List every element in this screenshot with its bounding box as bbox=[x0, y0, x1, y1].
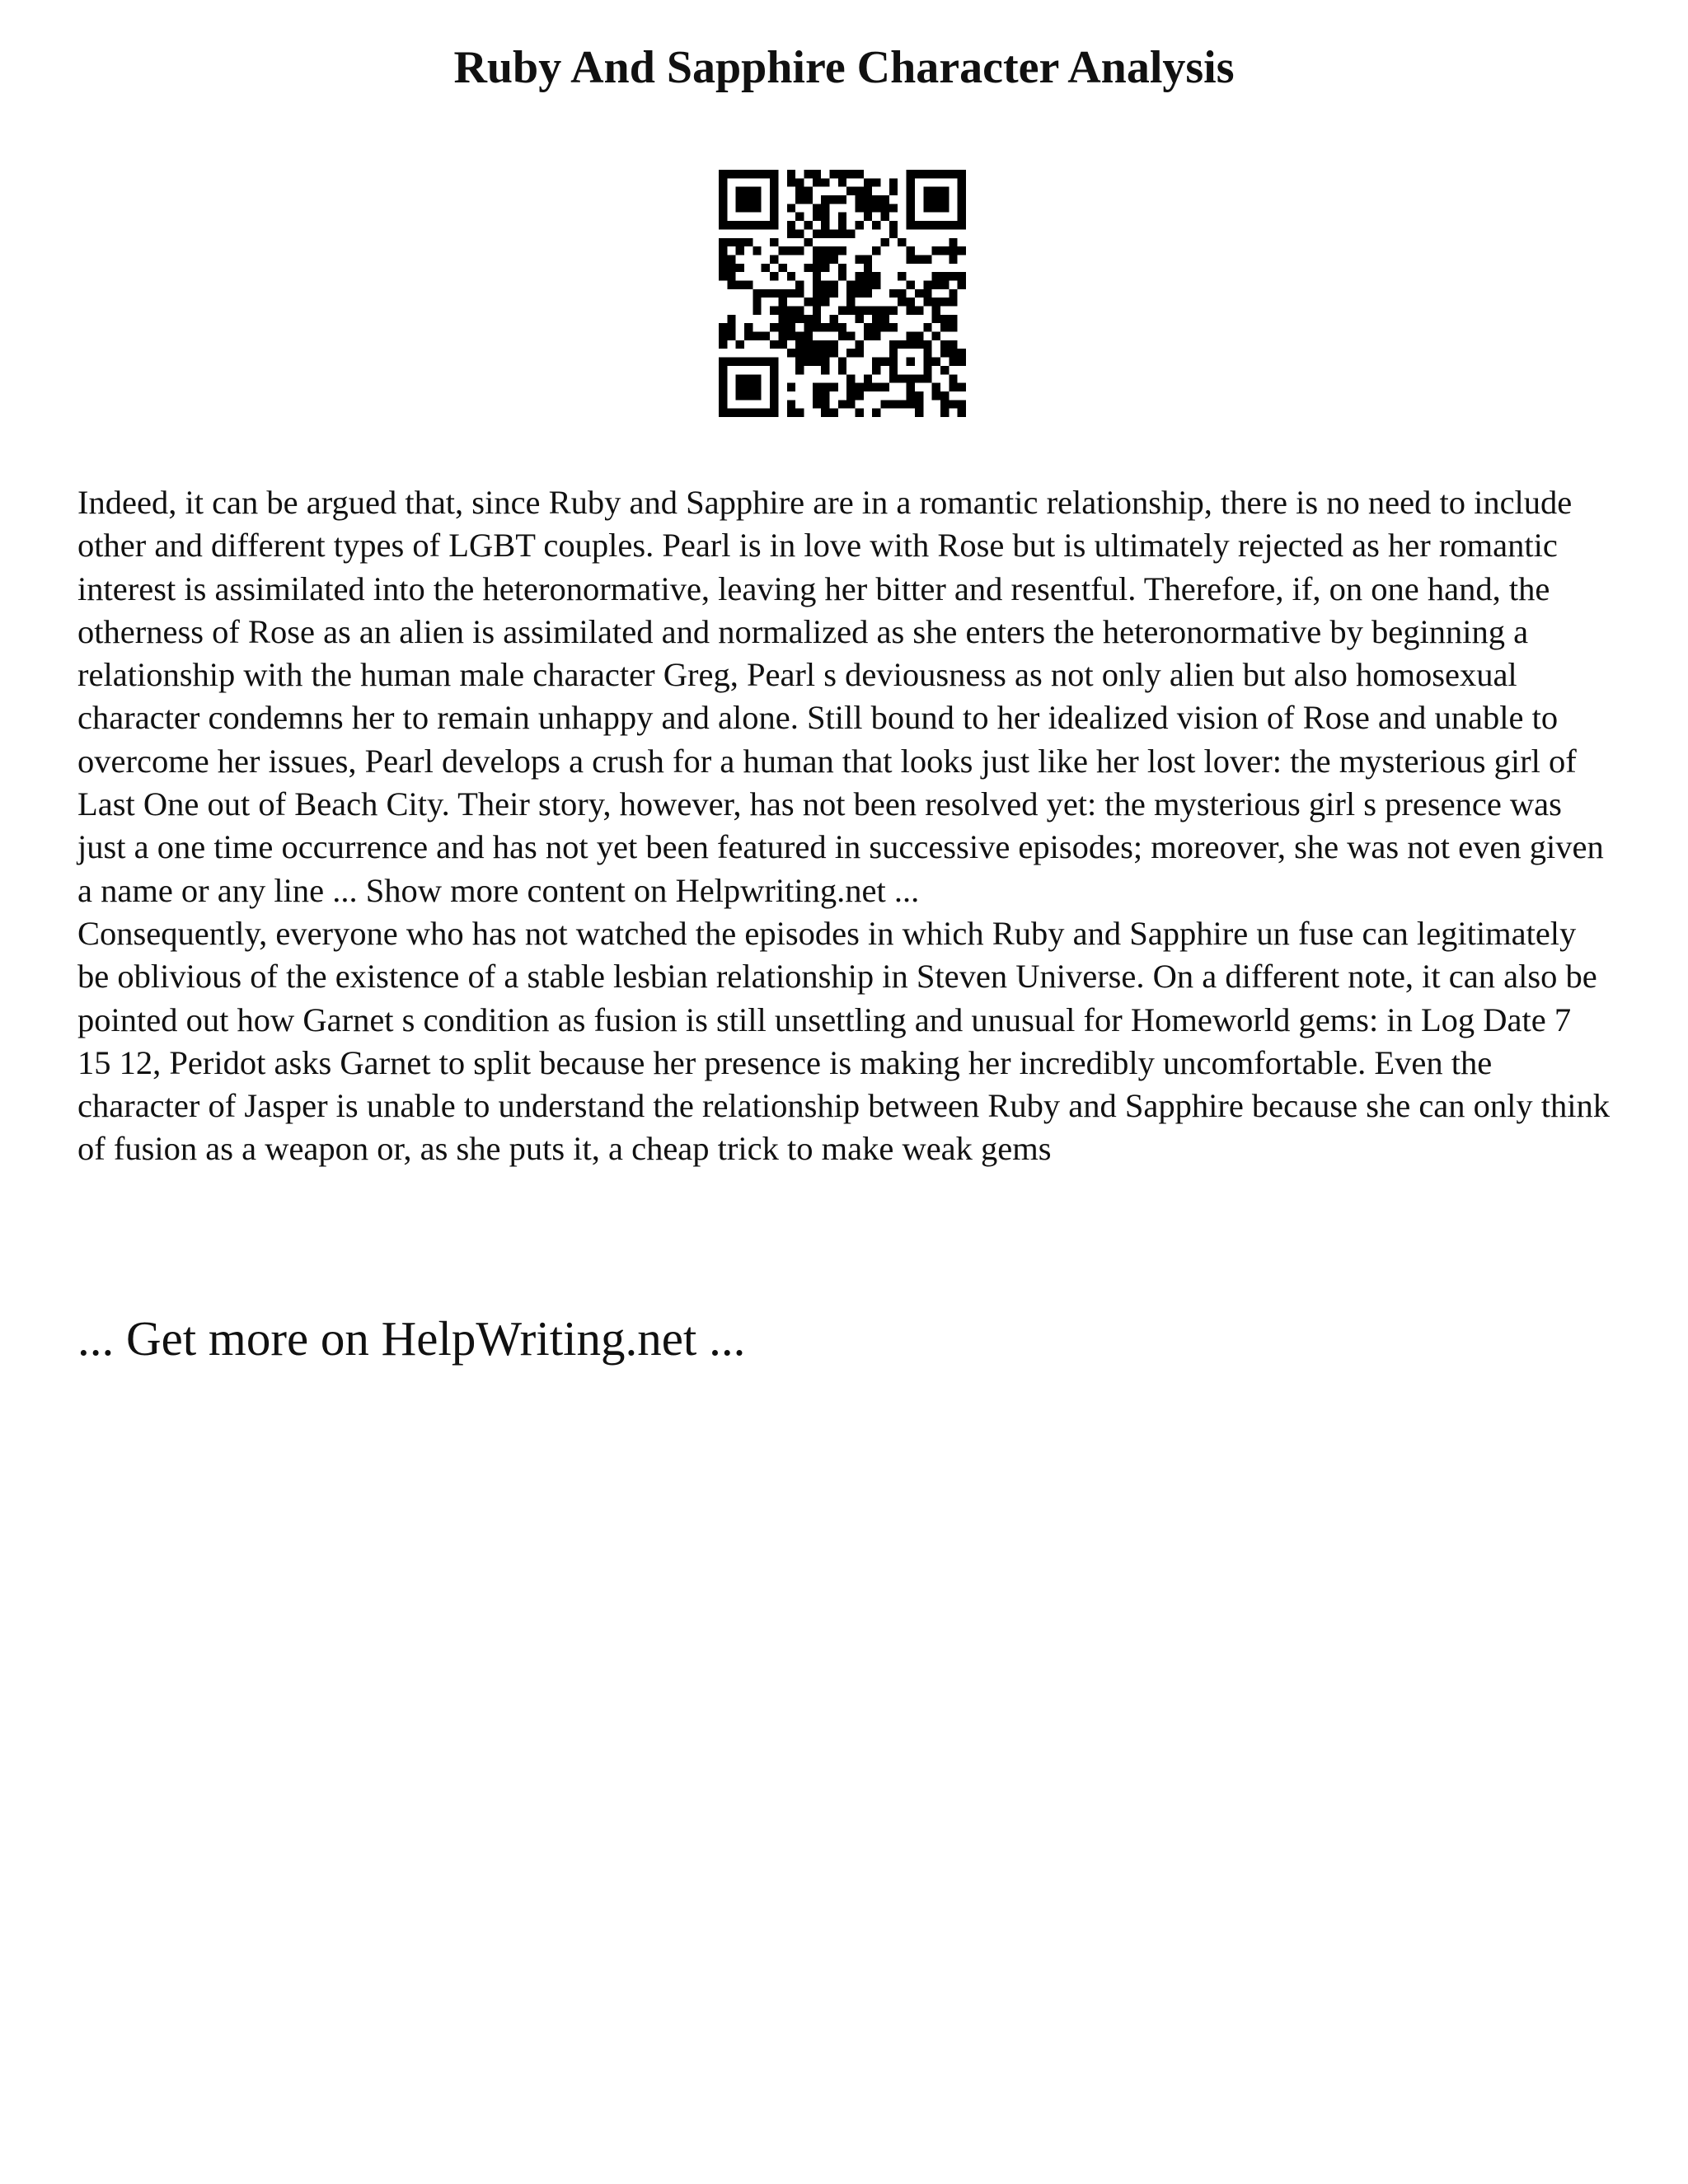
get-more-link[interactable]: ... Get more on HelpWriting.net ... bbox=[77, 1311, 746, 1366]
document-title: Ruby And Sapphire Character Analysis bbox=[453, 42, 1235, 93]
qr-code-icon[interactable] bbox=[719, 170, 966, 417]
paragraph-2: Consequently, everyone who has not watched the episodes in which Ruby and Sapphire un fuse can legitimately be oblivious of the existence of a stable lesbian relationship in Steven Universe. On a different note, it can also be pointed out how Garnet s condition as fusion is still unsettling and unusual for Homeworld gems: in Log Date 7 15 12, Peridot asks Garnet to split because her presence is making her incredibly uncomfortable. Even the character of Jasper is unable to understand the relationship between Ruby and Sapphire because she can only think of fusion as a weapon or, as she puts it, a cheap trick to make weak gems bbox=[77, 914, 1611, 1168]
paragraph-1: Indeed, it can be argued that, since Ruby and Sapphire are in a romantic relationship, there is no need to include other and different types of LGBT couples. Pearl is in love with Rose but is ultimately rejected as her romantic interest is assimilated into the heteronormative, leaving her bitter and resentful. Therefore, if, on one hand, the otherness of Rose as an alien is assimilated and normalized as she enters the heteronormative by beginning a relationship with the human male character Greg, Pearl s deviousness as not only alien but also homosexual character condemns her to remain unhappy and alone. Still bound to her idealized vision of Rose and unable to overcome her issues, Pearl develops a crush for a human that looks just like her lost lover: the mysterious girl of Last One out of Beach City. Their story, however, has not been resolved yet: the mysterious girl s presence was just a one time occurrence and has not yet been featured in successive episodes; moreover, she was not even given a name or any line ... Show more content on Helpwriting.net ... bbox=[77, 484, 1604, 909]
article-body bbox=[77, 481, 1611, 1171]
